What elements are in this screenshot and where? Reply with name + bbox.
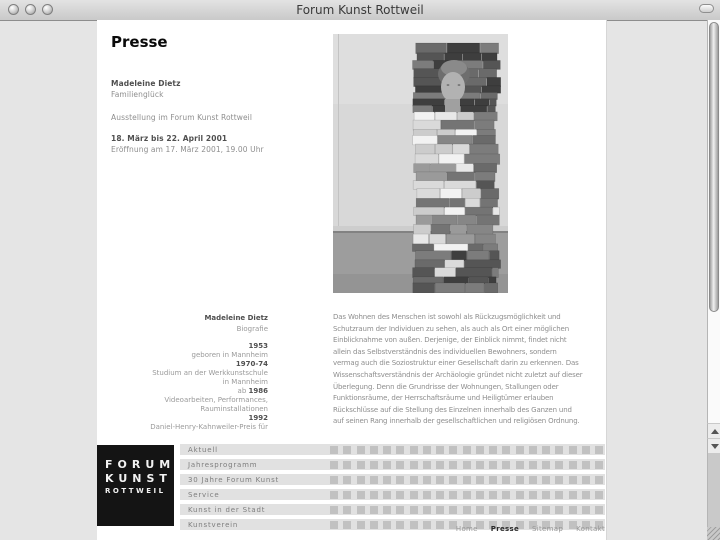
press-text-line: Das Wohnen des Menschen ist sowohl als Rückzugsmöglichkeit und [333, 313, 561, 321]
footer-link-presse[interactable]: Presse [490, 525, 519, 533]
press-text [333, 312, 603, 428]
bio-artist-name: Madeleine Dietz [204, 314, 268, 322]
logo-line-3: ROTTWEIL [105, 487, 166, 495]
footer-nav-service[interactable] [180, 489, 605, 500]
forum-kunst-logo[interactable] [97, 445, 174, 526]
logo-line-1: FORUM [105, 458, 176, 471]
bio-entry: in Mannheim [222, 378, 268, 386]
footer-nav-aktuell[interactable] [180, 444, 605, 455]
window-title: Forum Kunst Rottweil [296, 3, 424, 17]
bio-entry: 1992 [248, 414, 268, 422]
bio-entry: 1970-74 [235, 360, 268, 368]
decorative-squares [330, 476, 603, 484]
logo-line-2: KUNST [105, 472, 172, 485]
footer-nav-jahresprogramm[interactable] [180, 459, 605, 470]
window-resize-grip[interactable] [707, 527, 720, 540]
press-text-line: vermag auch die Soziostruktur einer Gesellschaft darin zu erkennen. Das [333, 359, 579, 368]
footer-navigation [180, 444, 605, 534]
exhibition-dates: 18. März bis 22. April 2001 [111, 134, 228, 143]
footer-nav-30-jahre-forum-kunst[interactable] [180, 474, 605, 485]
footer-link-kontakt[interactable]: Kontakt [576, 525, 605, 533]
opening-info: Eröffnung am 17. März 2001, 19.00 Uhr [111, 145, 264, 154]
window-titlebar [0, 0, 720, 21]
toolbar-toggle-button[interactable] [699, 4, 714, 13]
decorative-squares [330, 461, 603, 469]
biography-block [138, 313, 268, 432]
footer-link-home[interactable]: Home [455, 525, 478, 533]
bio-entry: Videoarbeiten, Performances, [164, 396, 268, 404]
press-text-line: allein das Selbstverständnis des individuellen Bewohners, sondern [333, 347, 557, 356]
bio-entry: ab 1986 [237, 387, 268, 395]
bio-label: Biografie [236, 325, 268, 333]
scroll-down-arrow[interactable] [707, 438, 720, 453]
footer-nav-label[interactable]: Service [188, 490, 220, 499]
decorative-squares [330, 491, 603, 499]
press-text-line: Rückschlüsse auf die Stellung des Einzelnen innerhalb des Ganzen und [333, 405, 572, 414]
exhibition-venue: Ausstellung im Forum Kunst Rottweil [111, 113, 253, 122]
bio-entry: 1953 [248, 342, 268, 350]
footer-links [180, 525, 605, 533]
press-text-line: auf seinen Rang innerhalb der gesellschaftlichen und religiösen Ordnung. [333, 417, 580, 426]
footer-nav-label[interactable]: Jahresprogramm [188, 460, 258, 469]
bio-entry: Daniel-Henry-Kahnweiler-Preis für [150, 423, 268, 431]
press-text-line: Überlegung. Denn die Grundrisse der Wohnungen, Stallungen oder [333, 382, 559, 391]
footer-nav-kunst-in-der-stadt[interactable] [180, 504, 605, 515]
bio-entry: geboren in Mannheim [191, 351, 268, 359]
down-arrow-icon [711, 444, 719, 449]
press-text-line: Funktionsräume, der Herrschaftsräume und Heiligtümer erlauben [333, 394, 554, 403]
press-text-line: Wissenschaftsverständnis der Archäologie gründet nicht zuletzt auf dieser [333, 370, 583, 379]
scrollbar-thumb[interactable] [709, 22, 719, 312]
decorative-squares [330, 506, 603, 514]
artwork-title: Familienglück [111, 90, 164, 99]
bio-entry: Rauminstallationen [200, 405, 268, 413]
up-arrow-icon [711, 429, 719, 434]
footer-nav-label[interactable]: 30 Jahre Forum Kunst [188, 475, 280, 484]
vertical-scrollbar [707, 20, 720, 540]
footer-nav-label[interactable]: Aktuell [188, 445, 218, 454]
artist-name: Madeleine Dietz [111, 79, 181, 88]
press-text-line: Schutzraum der Individuen zu sehen, als auch als Ort einer möglichen [333, 324, 569, 333]
decorative-squares [330, 446, 603, 454]
press-text-line: Einblicknahme von außen. Derjenige, der Einblick nimmt, findet nicht [333, 336, 567, 345]
footer-nav-label[interactable]: Kunstverein [188, 520, 239, 529]
page-title: Presse [111, 33, 168, 51]
footer-nav-label[interactable]: Kunst in der Stadt [188, 505, 266, 514]
footer-link-sitemap[interactable]: Sitemap [532, 525, 564, 533]
scroll-up-arrow[interactable] [707, 423, 720, 438]
bio-entries [138, 342, 268, 432]
artwork-photo [333, 34, 508, 293]
bio-entry: Studium an der Werkkunstschule [152, 369, 268, 377]
